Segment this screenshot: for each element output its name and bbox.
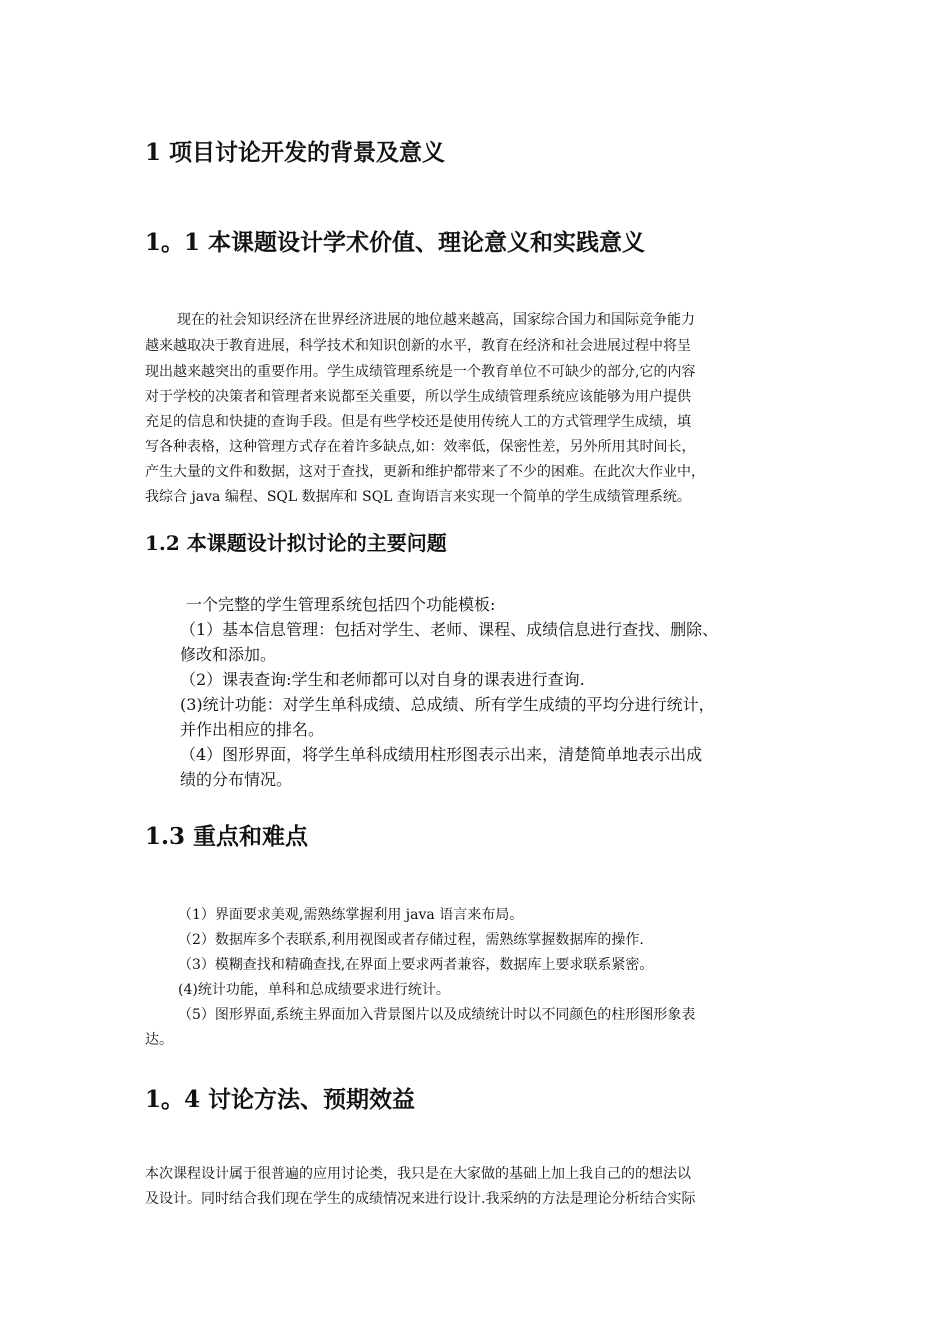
heading-section-1: 1 项目讨论开发的背景及意义 xyxy=(145,139,446,166)
paragraph-line: 充足的信息和快捷的查询手段。但是有些学校还是使用传统人工的方式管理学生成绩，填 xyxy=(145,414,691,430)
paragraph-line: 写各种表格，这种管理方式存在着许多缺点,如：效率低，保密性差，另外所用其时间长， xyxy=(145,439,696,455)
list-line: 绩的分布情况。 xyxy=(180,770,293,789)
paragraph-line: 现在的社会知识经济在世界经济进展的地位越来越高，国家综合国力和国际竞争能力 xyxy=(177,312,695,328)
paragraph-line: 本次课程设计属于很普遍的应用讨论类，我只是在大家做的基础上加上我自己的的想法以 xyxy=(145,1166,691,1182)
list-line: （1）基本信息管理：包括对学生、老师、课程、成绩信息进行查找、删除、 xyxy=(180,620,719,639)
list-line: （4）图形界面，将学生单科成绩用柱形图表示出来，清楚简单地表示出成 xyxy=(180,745,703,764)
heading-section-1-1: 1。1 本课题设计学术价值、理论意义和实践意义 xyxy=(145,229,646,256)
heading-section-1-4: 1。4 讨论方法、预期效益 xyxy=(145,1086,416,1113)
list-line: 修改和添加。 xyxy=(180,645,277,664)
list-line: （1）界面要求美观,需熟练掌握利用 java 语言来布局。 xyxy=(178,907,524,923)
list-line: 一个完整的学生管理系统包括四个功能模板: xyxy=(186,595,496,614)
paragraph-line: 我综合 java 编程、SQL 数据库和 SQL 查询语言来实现一个简单的学生成绩管理系统。 xyxy=(145,489,691,505)
paragraph-line: 越来越取决于教育进展，科学技术和知识创新的水平，教育在经济和社会进展过程中将呈 xyxy=(145,338,691,354)
list-line: （3）模糊查找和精确查找,在界面上要求两者兼容，数据库上要求联系紧密。 xyxy=(178,957,654,973)
paragraph-line: 及设计。同时结合我们现在学生的成绩情况来进行设计.我采纳的方法是理论分析结合实际 xyxy=(145,1191,696,1207)
paragraph-line: 产生大量的文件和数据，这对于查找，更新和维护都带来了不少的困难。在此次大作业中， xyxy=(145,464,705,480)
paragraph-line: 现出越来越突出的重要作用。学生成绩管理系统是一个教育单位不可缺少的部分,它的内容 xyxy=(145,364,696,380)
heading-section-1-2: 1.2 本课题设计拟讨论的主要问题 xyxy=(145,531,447,555)
list-line: 达。 xyxy=(145,1032,173,1048)
list-line: （2）数据库多个表联系,利用视图或者存储过程，需熟练掌握数据库的操作. xyxy=(178,932,644,948)
list-line: （2）课表查询:学生和老师都可以对自身的课表进行查询. xyxy=(180,670,585,689)
list-line: (4)统计功能，单科和总成绩要求进行统计。 xyxy=(178,982,450,998)
paragraph-line: 对于学校的决策者和管理者来说都至关重要，所以学生成绩管理系统应该能够为用户提供 xyxy=(145,389,691,405)
heading-section-1-3: 1.3 重点和难点 xyxy=(145,823,309,850)
list-line: （5）图形界面,系统主界面加入背景图片以及成绩统计时以不同颜色的柱形图形象表 xyxy=(178,1007,696,1023)
list-line: 并作出相应的排名。 xyxy=(180,720,325,739)
list-line: (3)统计功能：对学生单科成绩、总成绩、所有学生成绩的平均分进行统计， xyxy=(180,695,715,714)
